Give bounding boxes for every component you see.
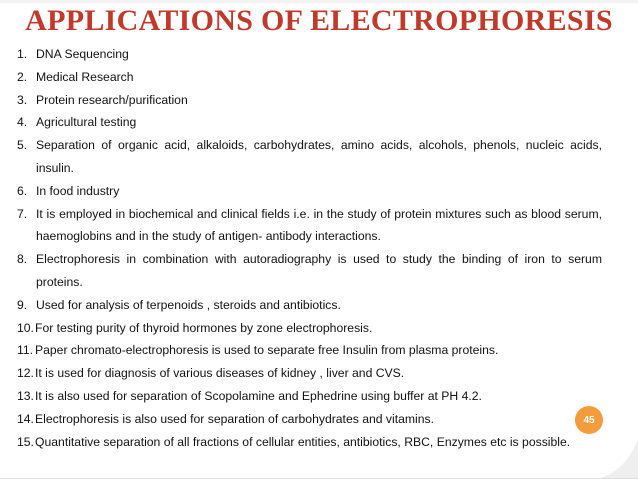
item-number: 13.: [17, 388, 34, 403]
list-item: [17, 66, 602, 89]
item-text: Paper chromato-electrophoresis is used to separate free Insulin from plasma proteins.: [35, 343, 499, 358]
item-number: 3.: [17, 92, 28, 107]
item-text: Quantitative separation of all fractions of cellular entities, antibiotics, RBC, Enzymes etc is possible.: [35, 434, 571, 449]
item-number: 7.: [17, 206, 28, 221]
applications-list: [17, 43, 602, 453]
list-item: [17, 294, 602, 317]
list-item: [17, 339, 602, 362]
page-number-badge: 45: [575, 406, 603, 434]
list-item: [17, 317, 602, 340]
list-item: [17, 203, 602, 249]
item-number: 8.: [17, 252, 28, 267]
slide-title: APPLICATIONS OF ELECTROPHORESIS: [25, 4, 613, 37]
item-number: 14.: [17, 411, 34, 426]
list-item: [17, 89, 602, 112]
list-item: [17, 385, 602, 408]
item-number: 6.: [17, 183, 28, 198]
item-text: It is employed in biochemical and clinical fields i.e. in the study of protein mixtures such as blood serum, haemoglobins and in the study of antigen- antibody interactions.: [36, 206, 602, 244]
item-text: It is also used for separation of Scopolamine and Ephedrine using buffer at PH 4.2.: [35, 388, 482, 403]
list-item: [17, 134, 602, 180]
item-number: 9.: [17, 297, 28, 312]
item-number: 5.: [17, 138, 28, 153]
item-text: Electrophoresis is also used for separation of carbohydrates and vitamins.: [35, 411, 435, 426]
item-number: 2.: [17, 69, 28, 84]
item-text: Separation of organic acid, alkaloids, carbohydrates, amino acids, alcohols, phenols, nucleic acids, insulin.: [36, 138, 602, 175]
list-item: [17, 43, 602, 66]
item-number: 1.: [17, 47, 28, 61]
item-number: 12.: [17, 366, 34, 381]
list-item: [17, 362, 602, 385]
list-item: [17, 180, 602, 203]
item-number: 15.: [17, 434, 34, 449]
item-text: Used for analysis of terpenoids , steroids and antibiotics.: [36, 297, 341, 312]
item-number: 4.: [17, 115, 28, 130]
item-text: In food industry: [36, 183, 120, 198]
item-number: 10.: [17, 320, 34, 335]
corner-decoration: [578, 419, 638, 479]
item-text: Protein research/purification: [36, 92, 188, 107]
list-item: [17, 431, 602, 454]
list-item: [17, 111, 602, 134]
item-text: It is used for diagnosis of various diseases of kidney , liver and CVS.: [35, 366, 405, 381]
item-text: Medical Research: [36, 69, 134, 84]
item-text: DNA Sequencing: [36, 47, 129, 61]
item-number: 11.: [17, 343, 34, 358]
top-border: [0, 0, 638, 3]
list-item: [17, 408, 602, 431]
item-text: Electrophoresis in combination with autoradiography is used to study the binding of iron to serum proteins.: [36, 252, 602, 289]
list-item: [17, 248, 602, 294]
item-text: Agricultural testing: [36, 115, 137, 130]
item-text: For testing purity of thyroid hormones by zone electrophoresis.: [35, 320, 373, 335]
